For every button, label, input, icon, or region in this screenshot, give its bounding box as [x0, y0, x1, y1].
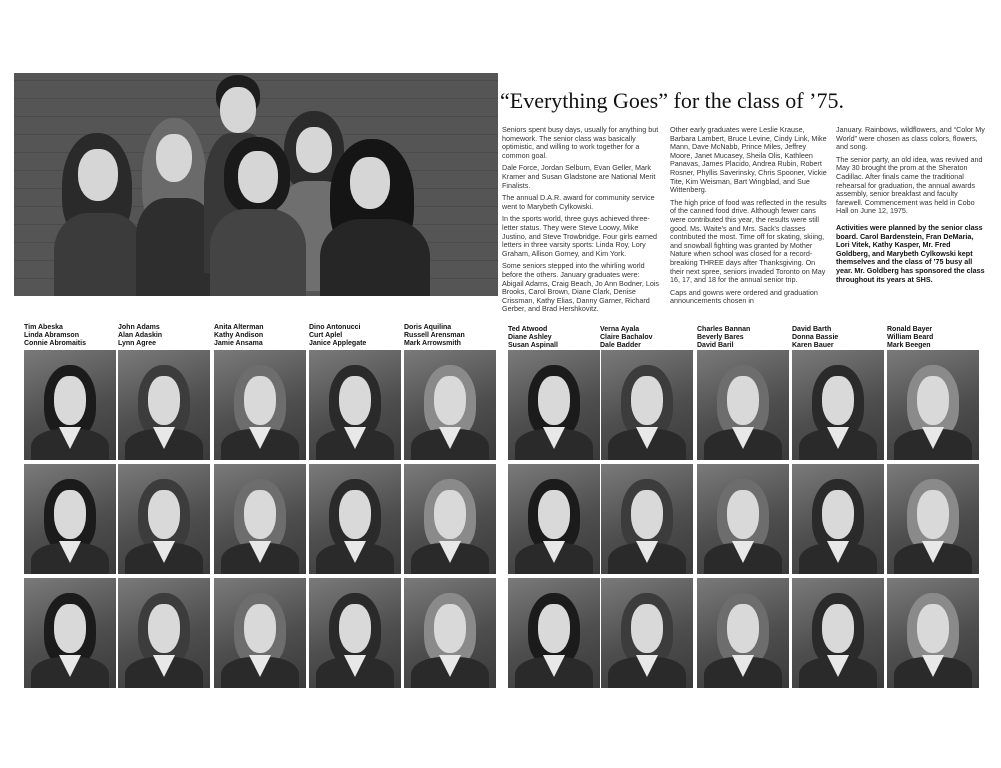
student-portrait — [118, 350, 210, 460]
student-name: Susan Aspinall — [508, 342, 558, 349]
student-name: Mark Beegen — [887, 342, 931, 349]
paragraph: Dale Force, Jordan Selburn, Evan Geller, Mark Kramer and Susan Gladstone are National Merit Finalists. — [502, 163, 656, 190]
student-portrait — [214, 578, 306, 688]
student-portrait — [24, 464, 116, 574]
paragraph: January. Rainbows, wildflowers, and “Color My World” were chosen as class colors, flowers, and song. — [836, 125, 985, 152]
student-name: Charles Bannan — [697, 326, 751, 333]
name-caption-col-4 — [309, 324, 366, 348]
paragraph: The high price of food was reflected in the results of the canned food drive. Although fewer cans were contributed this year, the results were still good. Ms. Waite's and Mrs. Sack's classes contributed the most. Time off for skating, skiing, and snowball fighting was granted by Mother Nature when school was closed for a record-breaking THREE days after Thanksgiving. On their next spree, seniors invaded Toronto on May 16, 17, and 18 for the annual senior trip. — [670, 197, 827, 285]
paragraph: Some seniors stepped into the whirling world before the others. January graduates were: Abigail Adams, Craig Beach, Jo Ann Bodner, Lois Brooks, Carol Brown, Diane Clark, Denise Crissman, Kathy Elias, Danny Garner, Richard Gerber, and Brad Hershkovitz. — [502, 261, 660, 314]
student-name: Linda Abramson — [24, 332, 79, 339]
student-portrait — [404, 578, 496, 688]
paragraph: Seniors spent busy days, usually for anything but homework. The senior class was basically optimistic, and willing to work together for a common goal. — [502, 125, 659, 160]
student-name: Lynn Agree — [118, 340, 156, 347]
article-column-1 — [502, 126, 660, 318]
student-name: Claire Bachalov — [600, 334, 653, 341]
student-name: Doris Aquilina — [404, 324, 452, 331]
student-name: Alan Adaskin — [118, 332, 163, 339]
student-portrait — [309, 464, 401, 574]
student-portrait — [404, 464, 496, 574]
student-portrait — [887, 464, 979, 574]
name-caption-col-9 — [792, 326, 838, 350]
student-name: Mark Arrowsmith — [404, 340, 461, 347]
student-portrait — [601, 350, 693, 460]
student-portrait — [697, 350, 789, 460]
name-caption-col-10 — [887, 326, 933, 350]
student-portrait — [697, 578, 789, 688]
student-name: Connie Abromaitis — [24, 340, 86, 347]
student-name: Jamie Ansama — [214, 340, 263, 347]
student-name: Donna Bassie — [792, 334, 839, 341]
group-person — [54, 133, 144, 296]
name-caption-col-6 — [508, 326, 558, 350]
student-portrait — [697, 464, 789, 574]
name-caption-col-7 — [600, 326, 653, 350]
student-portrait — [214, 350, 306, 460]
student-portrait — [887, 350, 979, 460]
student-portrait — [601, 578, 693, 688]
student-name: Ted Atwood — [508, 326, 548, 333]
student-portrait — [887, 578, 979, 688]
student-portrait — [508, 464, 600, 574]
student-portrait — [508, 350, 600, 460]
paragraph: Caps and gowns were ordered and graduation announcements chosen in — [670, 287, 818, 306]
student-name: John Adams — [118, 324, 160, 331]
name-caption-col-3 — [214, 324, 264, 348]
student-name: David Barth — [792, 326, 832, 333]
student-name: Karen Bauer — [792, 342, 834, 349]
paragraph: Other early graduates were Leslie Krause, Barbara Lambert, Bruce Levine, Cindy Link, Mike Mann, Dave McNabb, Prince Miles, Jeffrey Moore, Janet Mucasey, Sheila Olis, Kathleen Panavas, James Placido, Andrea Rubin, Robert Rosner, Phyllis Saverinsky, Chris Spooner, Vickie Tite, Kim Weisman, Bart Wingblad, and Sue Wittenberg. — [670, 125, 827, 195]
student-portrait — [118, 464, 210, 574]
student-name: Dino Antonucci — [309, 324, 361, 331]
student-name: Tim Abeska — [24, 324, 63, 331]
student-portrait — [792, 464, 884, 574]
paragraph: In the sports world, three guys achieved three-letter status. They were Steve Loowy, Mike Justino, and Steve Trowbridge. Four girls earned letters in three varsity sports: Linda Roy, Lory Graham, Allison Gorney, and Kim York. — [502, 214, 658, 258]
name-caption-col-1 — [24, 324, 86, 348]
student-name: Diane Ashley — [508, 334, 552, 341]
student-portrait — [214, 464, 306, 574]
student-name: Kathy Andison — [214, 332, 264, 339]
student-name: Dale Badder — [600, 342, 641, 349]
paragraph: The senior party, an old idea, was revived and May 30 brought the prom at the Sheraton Cadillac. After finals came the traditional rehearsal for graduation, the annual awards assembly, senior breakfast and faculty farewell. Commencement was held in Cobo Hall on June 12, 1975. — [836, 154, 983, 216]
group-person — [320, 139, 430, 296]
article-headline: “Everything Goes” for the class of ’75. — [500, 88, 844, 113]
paragraph: The annual D.A.R. award for community service went to Marybeth Cylkowski. — [502, 193, 655, 211]
name-caption-col-2 — [118, 324, 162, 348]
student-name: Curt Aplel — [309, 332, 343, 339]
student-name: William Beard — [887, 334, 934, 341]
article-column-3 — [836, 126, 986, 288]
student-name: Russell Arensman — [404, 332, 465, 339]
activities-caption: Activities were planned by the senior class board. Carol Bardenstein, Fran DeMaria, Lori Vitek, Kathy Kasper, Mr. Fred Goldberg, and Marybeth Cylkowski kept themselves and the class of ’75 busy all year. Mr. Goldberg has sponsored the class throughout its years at SHS. — [836, 222, 985, 284]
group-person — [210, 137, 306, 296]
senior-class-board-photo — [14, 73, 498, 296]
article-column-2 — [670, 126, 828, 310]
student-portrait — [24, 350, 116, 460]
student-portrait — [792, 350, 884, 460]
student-portrait — [24, 578, 116, 688]
student-name: Janice Applegate — [309, 340, 367, 347]
student-name: Ronald Bayer — [887, 326, 933, 333]
student-portrait — [508, 578, 600, 688]
student-name: Verna Ayala — [600, 326, 640, 333]
student-name: David Baril — [697, 342, 734, 349]
student-portrait — [792, 578, 884, 688]
student-portrait — [601, 464, 693, 574]
student-portrait — [309, 578, 401, 688]
student-name: Beverly Bares — [697, 334, 744, 341]
student-name: Anita Alterman — [214, 324, 264, 331]
student-portrait — [309, 350, 401, 460]
student-portrait — [118, 578, 210, 688]
student-portrait — [404, 350, 496, 460]
name-caption-col-8 — [697, 326, 750, 350]
name-caption-col-5 — [404, 324, 465, 348]
